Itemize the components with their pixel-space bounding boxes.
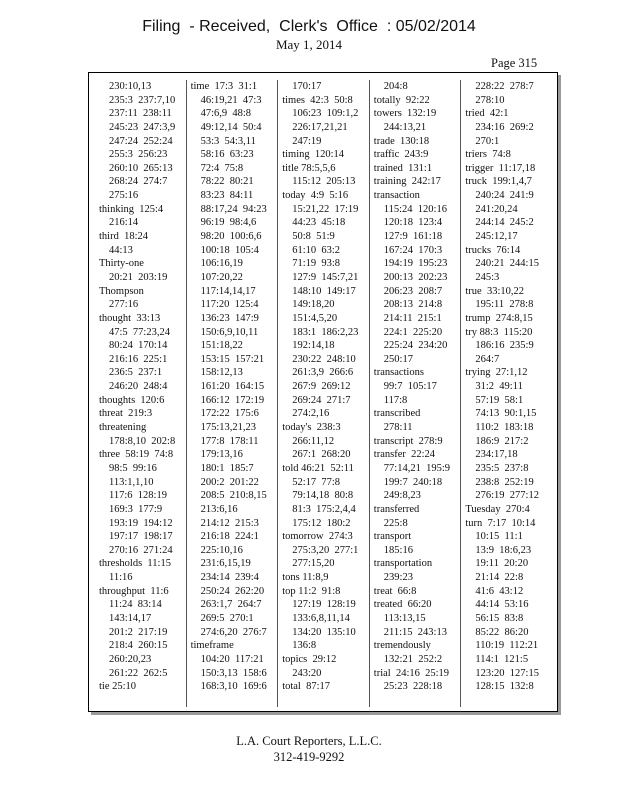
index-entry-line: topics 29:12	[282, 653, 337, 665]
index-entry-line: today 4:9 5:16	[282, 190, 349, 202]
index-reference-line: 277:16	[109, 299, 139, 311]
index-reference-line: 169:3 177:9	[109, 503, 163, 515]
index-reference-line: 216:18 224:1	[200, 531, 259, 543]
index-reference-line: 278:10	[475, 94, 505, 106]
index-reference-line: 117:6 128:19	[109, 490, 167, 502]
filing-stamp: Filing - Received, Clerk's Office : 05/02/2014	[142, 18, 476, 35]
index-entry-line: transfer 22:24	[373, 449, 436, 461]
index-reference-line: 241:20,24	[475, 203, 518, 215]
index-reference-line: 278:11	[383, 422, 413, 434]
index-entry-line: tried 42:1	[465, 108, 509, 120]
index-reference-line: 96:19 98:4,6	[200, 217, 257, 229]
index-reference-line: 239:23	[383, 572, 413, 584]
index-reference-line: 266:11,12	[292, 435, 335, 447]
index-entry-line: told 46:21 52:11	[282, 462, 354, 474]
index-reference-line: 44:14 53:16	[475, 599, 529, 611]
index-reference-line: 127:9 161:18	[383, 231, 443, 243]
index-entry-line: trade 130:18	[373, 135, 430, 147]
index-reference-line: 240:21 244:15	[475, 258, 539, 270]
index-reference-line: 100:18 105:4	[200, 244, 259, 256]
document-date: May 1, 2014	[275, 37, 343, 52]
index-column-2	[186, 80, 278, 707]
index-reference-line: 216:16 225:1	[109, 353, 168, 365]
index-reference-line: 161:20 164:15	[200, 381, 265, 393]
index-reference-line: 269:5 270:1	[200, 612, 254, 624]
index-reference-line: 183:1 186:2,23	[292, 326, 359, 338]
index-reference-line: 230:22 248:10	[292, 353, 356, 365]
index-entry-line: timeframe	[190, 640, 234, 652]
index-reference-line: 231:6,15,19	[200, 558, 251, 570]
index-reference-line: 11:24 83:14	[109, 599, 162, 611]
index-reference-line: 236:5 237:1	[109, 367, 163, 379]
index-reference-line: 245:3	[475, 271, 500, 283]
index-reference-line: 255:3 256:23	[109, 149, 168, 161]
index-reference-line: 114:1 121:5	[475, 653, 529, 665]
index-reference-line: 117:14,14,17	[200, 285, 256, 297]
index-reference-line: 275:16	[109, 190, 139, 202]
index-reference-line: 127:19 128:19	[292, 599, 356, 611]
index-reference-line: 168:3,10 169:6	[200, 681, 267, 693]
index-entry-line: traffic 243:9	[373, 149, 429, 161]
index-reference-line: 214:12 215:3	[200, 517, 259, 529]
index-reference-line: 247:24 252:24	[109, 135, 173, 147]
index-reference-line: 240:24 241:9	[475, 190, 534, 202]
index-reference-line: 11:16	[109, 572, 133, 584]
index-reference-line: 78:22 80:21	[200, 176, 254, 188]
index-reference-line: 230:10,13	[109, 81, 152, 92]
index-entry-line: tremendously	[373, 640, 431, 652]
index-reference-line: 20:21 203:19	[109, 271, 168, 283]
index-reference-line: 195:11 278:8	[475, 299, 534, 311]
index-reference-line: 267:1 268:20	[292, 449, 351, 461]
index-reference-line: 77:14,21 195:9	[383, 462, 450, 474]
index-reference-line: 134:20 135:10	[292, 626, 356, 638]
index-entry-line: time 17:3 31:1	[190, 81, 258, 92]
index-reference-line: 49:12,14 50:4	[200, 121, 262, 133]
index-entry-line: transport	[373, 531, 412, 543]
index-reference-line: 270:1	[475, 135, 500, 147]
index-reference-line: 115:12 205:13	[292, 176, 356, 188]
index-entry-line: timing 120:14	[282, 149, 345, 161]
index-reference-line: 113:13,15	[383, 612, 426, 624]
index-reference-line: 104:20 117:21	[200, 653, 264, 665]
index-reference-line: 143:14,17	[109, 612, 152, 624]
index-reference-line: 81:3 175:2,4,4	[292, 503, 356, 515]
index-entry-line: truck 199:1,4,7	[465, 176, 532, 188]
index-reference-line: 247:19	[292, 135, 322, 147]
index-column-1	[94, 80, 186, 707]
index-reference-line: 47:5 77:23,24	[109, 326, 170, 338]
index-entry-line: transaction	[373, 190, 420, 202]
index-reference-line: 106:16,19	[200, 258, 243, 270]
index-entry-line: trucks 76:14	[465, 244, 521, 256]
index-reference-line: 10:15 11:1	[475, 531, 523, 543]
index-reference-line: 216:14	[109, 217, 139, 229]
index-reference-line: 185:16	[383, 544, 413, 556]
index-reference-line: 150:6,9,10,11	[200, 326, 259, 338]
index-reference-line: 204:8	[383, 81, 408, 92]
index-entry-line: tomorrow 274:3	[282, 531, 353, 543]
index-reference-line: 99:7 105:17	[383, 381, 437, 393]
index-entry-line: third 18:24	[99, 231, 148, 243]
index-reference-line: 136:23 147:9	[200, 312, 259, 324]
index-reference-line: 80:24 170:14	[109, 340, 168, 352]
index-reference-line: 200:2 201:22	[200, 476, 259, 488]
index-reference-line: 79:14,18 80:8	[292, 490, 354, 502]
index-reference-line: 88:17,24 94:23	[200, 203, 267, 215]
index-column-5	[460, 80, 552, 707]
index-reference-line: 264:7	[475, 353, 500, 365]
index-entry-line: total 87:17	[282, 681, 331, 693]
index-entry-line: tie 25:10	[99, 681, 137, 693]
index-reference-line: 110:19 112:21	[475, 640, 539, 652]
word-index-frame	[88, 72, 558, 712]
index-reference-line: 261:3,9 266:6	[292, 367, 354, 379]
index-reference-line: 170:17	[292, 81, 322, 92]
index-reference-line: 260:10 265:13	[109, 162, 173, 174]
index-reference-line: 25:23 228:18	[383, 681, 443, 693]
index-entry-line: threatening	[99, 422, 147, 434]
index-entry-line: training 242:17	[373, 176, 441, 188]
index-entry-line: title 78:5,5,6	[282, 162, 336, 174]
index-reference-line: 148:10 149:17	[292, 285, 356, 297]
index-reference-line: 41:6 43:12	[475, 585, 524, 597]
index-entry-line: treat 66:8	[373, 585, 417, 597]
index-reference-line: 175:12 180:2	[292, 517, 351, 529]
index-reference-line: 186:16 235:9	[475, 340, 534, 352]
index-reference-line: 250:24 262:20	[200, 585, 265, 597]
index-entry-line: today's 238:3	[282, 422, 341, 434]
index-entry-line: Thompson	[99, 285, 144, 297]
index-reference-line: 74:13 90:1,15	[475, 408, 537, 420]
index-reference-line: 200:13 202:23	[383, 271, 448, 283]
index-reference-line: 83:23 84:11	[200, 190, 254, 202]
index-reference-line: 213:6,16	[200, 503, 238, 515]
index-reference-line: 199:7 240:18	[383, 476, 443, 488]
index-reference-line: 150:3,13 158:6	[200, 667, 267, 679]
index-reference-line: 123:20 127:15	[475, 667, 539, 679]
index-reference-line: 263:1,7 264:7	[200, 599, 262, 611]
index-reference-line: 132:21 252:2	[383, 653, 443, 665]
index-reference-line: 276:19 277:12	[475, 490, 539, 502]
index-entry-line: thoughts 120:6	[99, 394, 165, 406]
index-reference-line: 245:12,17	[475, 231, 518, 243]
index-reference-line: 206:23 208:7	[383, 285, 443, 297]
index-reference-line: 225:8	[383, 517, 408, 529]
index-reference-line: 61:10 63:2	[292, 244, 341, 256]
index-reference-line: 44:23 45:18	[292, 217, 346, 229]
index-reference-line: 149:18,20	[292, 299, 335, 311]
index-entry-line: treated 66:20	[373, 599, 432, 611]
page-number: Page 315	[491, 56, 538, 70]
index-reference-line: 98:20 100:6,6	[200, 231, 262, 243]
index-reference-line: 117:20 125:4	[200, 299, 259, 311]
index-reference-line: 110:2 183:18	[475, 422, 534, 434]
index-entry-line: trying 27:1,12	[465, 367, 528, 379]
index-reference-line: 274:2,16	[292, 408, 330, 420]
index-reference-line: 277:15,20	[292, 558, 335, 570]
index-reference-line: 175:13,21,23	[200, 422, 257, 434]
index-reference-line: 56:15 83:8	[475, 612, 524, 624]
court-reporter-name: L.A. Court Reporters, L.L.C.	[236, 734, 382, 748]
index-reference-line: 113:1,1,10	[109, 476, 154, 488]
index-reference-line: 52:17 77:8	[292, 476, 341, 488]
index-reference-line: 225:10,16	[200, 544, 243, 556]
index-entry-line: towers 132:19	[373, 108, 437, 120]
index-reference-line: 57:19 58:1	[475, 394, 524, 406]
index-reference-line: 237:11 238:11	[109, 108, 172, 120]
index-reference-line: 194:19 195:23	[383, 258, 448, 270]
index-reference-line: 234:16 269:2	[475, 121, 534, 133]
index-reference-line: 50:8 51:9	[292, 231, 335, 243]
index-entry-line: thought 33:13	[99, 312, 161, 324]
index-entry-line: throughput 11:6	[99, 585, 169, 597]
index-reference-line: 197:17 198:17	[109, 531, 173, 543]
index-reference-line: 15:21,22 17:19	[292, 203, 359, 215]
index-reference-line: 178:8,10 202:8	[109, 435, 176, 447]
index-reference-line: 243:20	[292, 667, 322, 679]
index-reference-line: 186:9 217:2	[475, 435, 529, 447]
index-reference-line: 224:1 225:20	[383, 326, 443, 338]
index-reference-line: 13:9 18:6,23	[475, 544, 532, 556]
index-entry-line: trump 274:8,15	[465, 312, 533, 324]
index-reference-line: 127:9 145:7,21	[292, 271, 359, 283]
index-reference-line: 244:14 245:2	[475, 217, 534, 229]
index-reference-line: 128:15 132:8	[475, 681, 534, 693]
index-reference-line: 177:8 178:11	[200, 435, 259, 447]
index-reference-line: 151:18,22	[200, 340, 243, 352]
index-entry-line: trigger 11:17,18	[465, 162, 536, 174]
index-entry-line: transportation	[373, 558, 433, 570]
index-reference-line: 234:17,18	[475, 449, 518, 461]
index-entry-line: transactions	[373, 367, 424, 379]
index-entry-line: trial 24:16 25:19	[373, 667, 450, 679]
index-reference-line: 193:19 194:12	[109, 517, 173, 529]
index-entry-line: transcript 278:9	[373, 435, 443, 447]
court-reporter-phone: 312-419-9292	[273, 750, 345, 764]
index-reference-line: 228:22 278:7	[475, 81, 534, 92]
index-reference-line: 208:13 214:8	[383, 299, 443, 311]
index-reference-line: 226:17,21,21	[292, 121, 348, 133]
index-entry-line: thinking 125:4	[99, 203, 164, 215]
index-column-4	[369, 80, 461, 707]
index-entry-line: threat 219:3	[99, 408, 153, 420]
index-reference-line: 179:13,16	[200, 449, 243, 461]
index-reference-line: 234:14 239:4	[200, 572, 259, 584]
index-entry-line: transferred	[373, 503, 420, 515]
index-reference-line: 211:15 243:13	[383, 626, 447, 638]
index-reference-line: 201:2 217:19	[109, 626, 168, 638]
index-entry-line: trained 131:1	[373, 162, 433, 174]
index-reference-line: 250:17	[383, 353, 413, 365]
index-reference-line: 249:8,23	[383, 490, 421, 502]
index-reference-line: 47:6,9 48:8	[200, 108, 252, 120]
index-reference-line: 167:24 170:3	[383, 244, 443, 256]
index-reference-line: 106:23 109:1,2	[292, 108, 359, 120]
index-column-3	[277, 80, 369, 707]
index-reference-line: 235:3 237:7,10	[109, 94, 176, 106]
index-reference-line: 245:23 247:3,9	[109, 121, 176, 133]
index-entry-line: try 88:3 115:20	[465, 326, 533, 338]
index-reference-line: 58:16 63:23	[200, 149, 254, 161]
index-entry-line: Tuesday 270:4	[465, 503, 530, 515]
index-reference-line: 85:22 86:20	[475, 626, 529, 638]
index-entry-line: three 58:19 74:8	[99, 449, 174, 461]
index-reference-line: 267:9 269:12	[292, 381, 351, 393]
index-reference-line: 44:13	[109, 244, 133, 256]
index-reference-line: 151:4,5,20	[292, 312, 338, 324]
index-reference-line: 238:8 252:19	[475, 476, 534, 488]
index-reference-line: 107:20,22	[200, 271, 243, 283]
index-reference-line: 225:24 234:20	[383, 340, 448, 352]
index-reference-line: 269:24 271:7	[292, 394, 351, 406]
index-reference-line: 214:11 215:1	[383, 312, 442, 324]
index-reference-line: 21:14 22:8	[475, 572, 524, 584]
index-entry-line: times 42:3 50:8	[282, 94, 353, 106]
index-reference-line: 117:8	[383, 394, 408, 406]
index-reference-line: 115:24 120:16	[383, 203, 447, 215]
index-reference-line: 71:19 93:8	[292, 258, 341, 270]
index-entry-line: turn 7:17 10:14	[465, 517, 536, 529]
index-reference-line: 46:19,21 47:3	[200, 94, 262, 106]
index-reference-line: 235:5 237:8	[475, 462, 529, 474]
index-entry-line: transcribed	[373, 408, 421, 420]
index-entry-line: thresholds 11:15	[99, 558, 171, 570]
index-reference-line: 261:22 262:5	[109, 667, 168, 679]
index-entry-line: true 33:10,22	[465, 285, 524, 297]
index-entry-line: top 11:2 91:8	[282, 585, 341, 597]
index-reference-line: 136:8	[292, 640, 317, 652]
index-reference-line: 153:15 157:21	[200, 353, 265, 365]
index-reference-line: 19:11 20:20	[475, 558, 529, 570]
index-entry-line: tons 11:8,9	[282, 572, 329, 584]
index-entry-line: Thirty-one	[99, 258, 144, 270]
index-reference-line: 275:3,20 277:1	[292, 544, 359, 556]
index-reference-line: 31:2 49:11	[475, 381, 523, 393]
index-reference-line: 166:12 172:19	[200, 394, 265, 406]
index-reference-line: 218:4 260:15	[109, 640, 168, 652]
index-reference-line: 98:5 99:16	[109, 462, 157, 474]
index-reference-line: 268:24 274:7	[109, 176, 168, 188]
index-reference-line: 158:12,13	[200, 367, 243, 379]
index-reference-line: 133:6,8,11,14	[292, 612, 350, 624]
index-reference-line: 180:1 185:7	[200, 462, 254, 474]
index-entry-line: triers 74:8	[465, 149, 511, 161]
index-reference-line: 53:3 54:3,11	[200, 135, 256, 147]
index-reference-line: 246:20 248:4	[109, 381, 168, 393]
index-reference-line: 120:18 123:4	[383, 217, 443, 229]
index-reference-line: 208:5 210:8,15	[200, 490, 267, 502]
index-reference-line: 274:6,20 276:7	[200, 626, 267, 638]
index-reference-line: 72:4 75:8	[200, 162, 244, 174]
index-reference-line: 172:22 175:6	[200, 408, 259, 420]
index-reference-line: 244:13,21	[383, 121, 427, 133]
index-reference-line: 192:14,18	[292, 340, 335, 352]
index-reference-line: 270:16 271:24	[109, 544, 173, 556]
index-reference-line: 260:20,23	[109, 653, 152, 665]
word-index-columns	[94, 80, 552, 707]
index-entry-line: totally 92:22	[373, 94, 430, 106]
